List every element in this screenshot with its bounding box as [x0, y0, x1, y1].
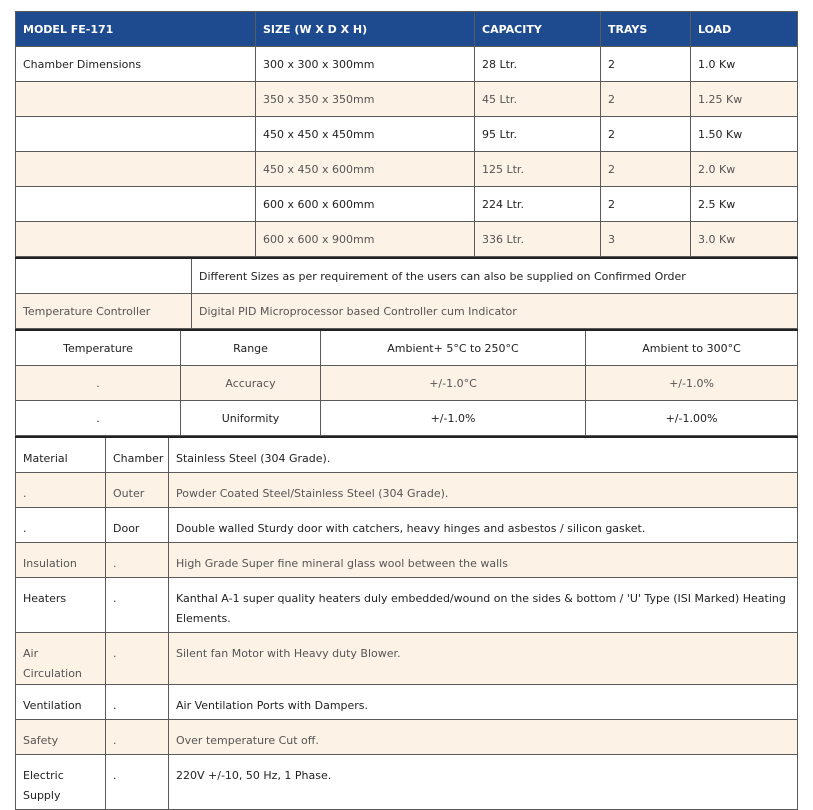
temperature-table: [15, 329, 798, 436]
note-label: Temperature Controller: [16, 294, 192, 329]
table-row: [16, 401, 798, 436]
trays-cell: 3: [601, 222, 691, 257]
material-sub: .: [106, 754, 169, 809]
material-table: [15, 436, 798, 810]
material-text: High Grade Super fine mineral glass wool between the walls: [169, 542, 798, 577]
load-cell: 1.0 Kw: [691, 47, 798, 82]
trays-cell: 2: [601, 47, 691, 82]
capacity-cell: 224 Ltr.: [475, 187, 601, 222]
material-label: .: [16, 472, 106, 507]
table-row: [16, 366, 798, 401]
table-row: [16, 152, 798, 187]
material-sub: .: [106, 542, 169, 577]
row-label: [16, 82, 256, 117]
table-row: [16, 507, 798, 542]
row-label: [16, 222, 256, 257]
trays-cell: 2: [601, 152, 691, 187]
material-label: Ventilation: [16, 684, 106, 719]
size-cell: 600 x 600 x 600mm: [256, 187, 475, 222]
material-text: Air Ventilation Ports with Dampers.: [169, 684, 798, 719]
table-row: [16, 187, 798, 222]
header-trays: TRAYS: [601, 12, 691, 47]
material-label: Insulation: [16, 542, 106, 577]
temp-cell-b: Range: [181, 330, 321, 366]
row-label: [16, 187, 256, 222]
material-sub: Outer: [106, 472, 169, 507]
material-sub: .: [106, 684, 169, 719]
material-label: Air Circulation: [16, 632, 106, 684]
table-row: [16, 577, 798, 632]
material-sub: Chamber: [106, 437, 169, 472]
row-label: [16, 117, 256, 152]
notes-table: [15, 257, 798, 329]
material-text: Stainless Steel (304 Grade).: [169, 437, 798, 472]
row-label: [16, 152, 256, 187]
capacity-cell: 125 Ltr.: [475, 152, 601, 187]
temp-cell-a: Temperature: [16, 330, 181, 366]
temp-cell-a: .: [16, 401, 181, 436]
header-load: LOAD: [691, 12, 798, 47]
material-label: Safety: [16, 719, 106, 754]
capacity-cell: 336 Ltr.: [475, 222, 601, 257]
size-table: [15, 11, 798, 257]
table-row: [16, 684, 798, 719]
size-cell: 600 x 600 x 900mm: [256, 222, 475, 257]
material-sub: .: [106, 719, 169, 754]
table-row: [16, 542, 798, 577]
table-row: [16, 437, 798, 472]
note-label: [16, 258, 192, 294]
temp-cell-a: .: [16, 366, 181, 401]
table-row: [16, 117, 798, 152]
load-cell: 1.50 Kw: [691, 117, 798, 152]
material-text: Over temperature Cut off.: [169, 719, 798, 754]
temp-cell-c: +/-1.0%: [321, 401, 586, 436]
table-row: [16, 719, 798, 754]
spec-tables: [15, 11, 797, 810]
material-text: Silent fan Motor with Heavy duty Blower.: [169, 632, 798, 684]
trays-cell: 2: [601, 187, 691, 222]
capacity-cell: 28 Ltr.: [475, 47, 601, 82]
material-text: 220V +/-10, 50 Hz, 1 Phase.: [169, 754, 798, 809]
material-sub: .: [106, 577, 169, 632]
size-table-header: [16, 12, 798, 47]
material-label: Electric Supply: [16, 754, 106, 809]
material-label: Material: [16, 437, 106, 472]
load-cell: 3.0 Kw: [691, 222, 798, 257]
header-capacity: CAPACITY: [475, 12, 601, 47]
temp-cell-c: +/-1.0°C: [321, 366, 586, 401]
material-sub: Door: [106, 507, 169, 542]
table-row: [16, 294, 798, 329]
size-cell: 300 x 300 x 300mm: [256, 47, 475, 82]
note-text: Different Sizes as per requirement of the users can also be supplied on Confirmed Order: [192, 258, 798, 294]
table-row: [16, 258, 798, 294]
table-row: [16, 222, 798, 257]
size-cell: 450 x 450 x 600mm: [256, 152, 475, 187]
load-cell: 2.5 Kw: [691, 187, 798, 222]
trays-cell: 2: [601, 117, 691, 152]
material-text: Powder Coated Steel/Stainless Steel (304 Grade).: [169, 472, 798, 507]
load-cell: 1.25 Kw: [691, 82, 798, 117]
table-row: [16, 472, 798, 507]
temp-cell-d: +/-1.00%: [586, 401, 798, 436]
load-cell: 2.0 Kw: [691, 152, 798, 187]
table-row: [16, 47, 798, 82]
row-label: Chamber Dimensions: [16, 47, 256, 82]
temp-cell-c: Ambient+ 5°C to 250°C: [321, 330, 586, 366]
table-row: [16, 330, 798, 366]
temp-cell-d: Ambient to 300°C: [586, 330, 798, 366]
size-cell: 450 x 450 x 450mm: [256, 117, 475, 152]
header-model: MODEL FE-171: [16, 12, 256, 47]
material-text: Kanthal A-1 super quality heaters duly embedded/wound on the sides & bottom / 'U' Type (ISI Marked) Heating Elements.: [169, 577, 798, 632]
table-row: [16, 632, 798, 684]
table-row: [16, 754, 798, 809]
header-size: SIZE (W X D X H): [256, 12, 475, 47]
temp-cell-b: Accuracy: [181, 366, 321, 401]
temp-cell-d: +/-1.0%: [586, 366, 798, 401]
temp-cell-b: Uniformity: [181, 401, 321, 436]
material-label: Heaters: [16, 577, 106, 632]
material-sub: .: [106, 632, 169, 684]
capacity-cell: 45 Ltr.: [475, 82, 601, 117]
trays-cell: 2: [601, 82, 691, 117]
material-label: .: [16, 507, 106, 542]
table-row: [16, 82, 798, 117]
capacity-cell: 95 Ltr.: [475, 117, 601, 152]
size-cell: 350 x 350 x 350mm: [256, 82, 475, 117]
material-text: Double walled Sturdy door with catchers, heavy hinges and asbestos / silicon gasket.: [169, 507, 798, 542]
note-text: Digital PID Microprocessor based Controller cum Indicator: [192, 294, 798, 329]
